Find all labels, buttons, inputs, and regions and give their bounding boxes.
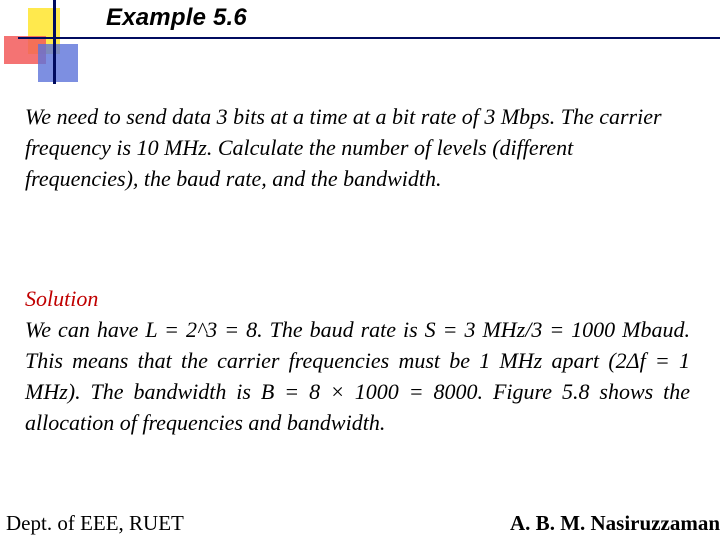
footer-department: Dept. of EEE, RUET <box>6 511 184 535</box>
problem-statement: We need to send data 3 bits at a time at a bit rate of 3 Mbps. The carrier frequency is 10 MHz. Calculate the number of levels (different frequencies), the baud rate, and the bandwidth. <box>25 104 662 191</box>
solution-section <box>25 283 690 438</box>
presentation-logo-icon <box>0 0 96 86</box>
slide-title: Example 5.6 <box>106 4 247 31</box>
solution-heading: Solution <box>25 286 99 311</box>
footer-author: A. B. M. Nasiruzzaman <box>510 511 720 535</box>
blue-block-icon <box>38 44 78 82</box>
title-underline <box>18 37 720 39</box>
logo-vertical-rule <box>53 0 56 84</box>
solution-text: We can have L = 2^3 = 8. The baud rate is S = 3 MHz/3 = 1000 Mbaud. This means that the carrier frequencies must be 1 MHz apart (2Δf = 1 MHz). The bandwidth is B = 8 × 1000 = 8000. Figure 5.8 shows the allocation of frequencies and bandwidth. <box>25 317 690 435</box>
